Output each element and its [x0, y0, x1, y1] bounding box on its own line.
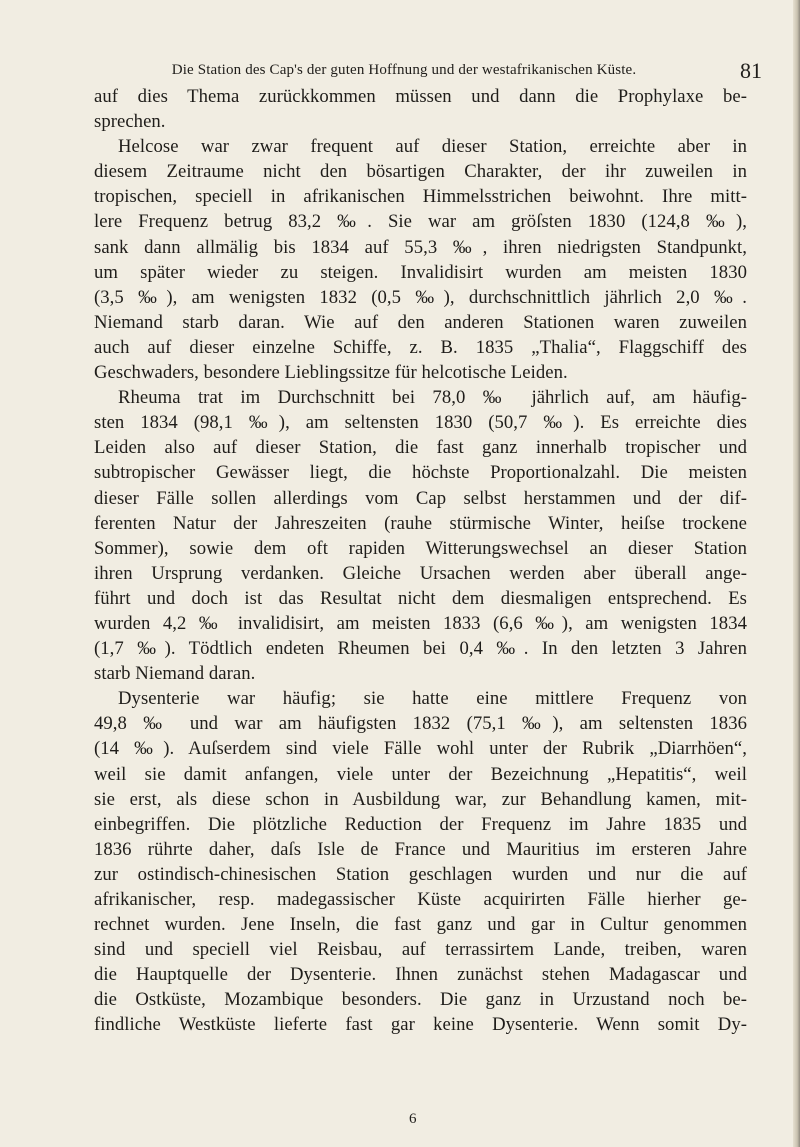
text-line: ihren Ursprung verdanken. Gleiche Ursachen werden aber überall ange-	[94, 562, 747, 584]
running-head	[94, 58, 762, 86]
text-line: tropischen, speciell in afrikanischen Himmelsstrichen beiwohnt. Ihre mitt-	[94, 186, 747, 208]
text-line: auf dies Thema zurückkommen müssen und dann die Prophylaxe be-	[94, 86, 747, 107]
text-line: weil sie damit anfangen, viele unter der Bezeichnung „Hepatitis“, weil	[94, 763, 747, 785]
text-line: starb Niemand daran.	[94, 663, 256, 685]
text-line: rechnet wurden. Jene Inseln, die fast ganz und gar in Cultur genommen	[94, 914, 747, 936]
text-line: sprechen.	[94, 111, 166, 133]
text-line: 49,8 ‰ und war am häufigsten 1832 (75,1 ‰), am seltensten 1836	[94, 713, 747, 735]
running-title: Die Station des Cap's der guten Hoffnung und der westafrikanischen Küste.	[171, 62, 637, 78]
text-line: zur ostindisch-chinesischen Station geschlagen wurden und nur die auf	[94, 863, 747, 885]
text-line: lere Frequenz betrug 83,2 ‰. Sie war am gröſsten 1830 (124,8 ‰),	[94, 211, 747, 233]
text-line: ferenten Natur der Jahreszeiten (rauhe stürmische Winter, heiſse trockene	[94, 512, 747, 534]
text-line: (14 ‰). Auſserdem sind viele Fälle wohl unter der Rubrik „Diarrhöen“,	[94, 738, 747, 760]
signature-mark: 6	[409, 1111, 417, 1127]
text-line: diesem Zeitraume nicht den bösartigen Charakter, der ihr zuweilen in	[94, 161, 747, 183]
text-line: führt und doch ist das Resultat nicht dem diesmaligen entsprechend. Es	[94, 587, 747, 609]
text-line: einbegriffen. Die plötzliche Reduction der Frequenz im Jahre 1835 und	[94, 813, 747, 835]
text-line: Dysenterie war häufig; sie hatte eine mittlere Frequenz von	[118, 688, 747, 710]
text-line: sank dann allmälig bis 1834 auf 55,3 ‰, ihren niedrigsten Standpunkt,	[94, 236, 747, 258]
page-edge	[793, 0, 800, 1147]
text-line: Niemand starb daran. Wie auf den anderen Stationen waren zuweilen	[94, 311, 747, 333]
text-line: sind und speciell viel Reisbau, auf terrassirtem Lande, treiben, waren	[94, 939, 747, 961]
text-line: 1836 rührte daher, daſs Isle de France und Mauritius im ersteren Jahre	[94, 838, 747, 860]
text-line: subtropischer Gewässer liegt, die höchste Proportionalzahl. Die meisten	[94, 462, 747, 484]
text-line: afrikanischer, resp. madegassischer Küste acquirirten Fälle hierher ge-	[94, 889, 747, 910]
text-line: sten 1834 (98,1 ‰), am seltensten 1830 (50,7 ‰). Es erreichte dies	[94, 412, 747, 434]
text-line: dieser Fälle sollen allerdings vom Cap selbst herstammen und der dif-	[94, 487, 747, 509]
text-line: findliche Westküste lieferte fast gar keine Dysenterie. Wenn somit Dy-	[94, 1014, 747, 1036]
text-line: auch auf dieser einzelne Schiffe, z. B. 1835 „Thalia“, Flaggschiff des	[94, 336, 747, 358]
text-line: die Ostküste, Mozambique besonders. Die ganz in Urzustand noch be-	[94, 989, 747, 1011]
text-line: (1,7 ‰). Tödtlich endeten Rheumen bei 0,4 ‰. In den letzten 3 Jahren	[94, 638, 747, 660]
text-line: Helcose war zwar frequent auf dieser Station, erreichte aber in	[118, 136, 747, 158]
text-line: Rheuma trat im Durchschnitt bei 78,0 ‰ jährlich auf, am häufig-	[118, 387, 747, 409]
text-line: Leiden also auf dieser Station, die fast ganz innerhalb tropischer und	[94, 437, 747, 459]
text-line: sie erst, als diese schon in Ausbildung war, zur Behandlung kamen, mit-	[94, 788, 747, 810]
text-line: die Hauptquelle der Dysenterie. Ihnen zunächst stehen Madagascar und	[94, 964, 747, 986]
text-line: Sommer), sowie dem oft rapiden Witterungswechsel an dieser Station	[94, 537, 747, 559]
text-line: Geschwaders, besondere Lieblingssitze für helcotische Leiden.	[94, 362, 568, 384]
page-number: 81	[740, 58, 762, 83]
body-text	[94, 84, 747, 1038]
text-line: (3,5 ‰), am wenigsten 1832 (0,5 ‰), durchschnittlich jährlich 2,0 ‰.	[94, 286, 747, 308]
text-line: um später wieder zu steigen. Invalidisirt wurden am meisten 1830	[94, 261, 747, 283]
text-line: wurden 4,2 ‰ invalidisirt, am meisten 1833 (6,6 ‰), am wenigsten 1834	[94, 612, 747, 634]
